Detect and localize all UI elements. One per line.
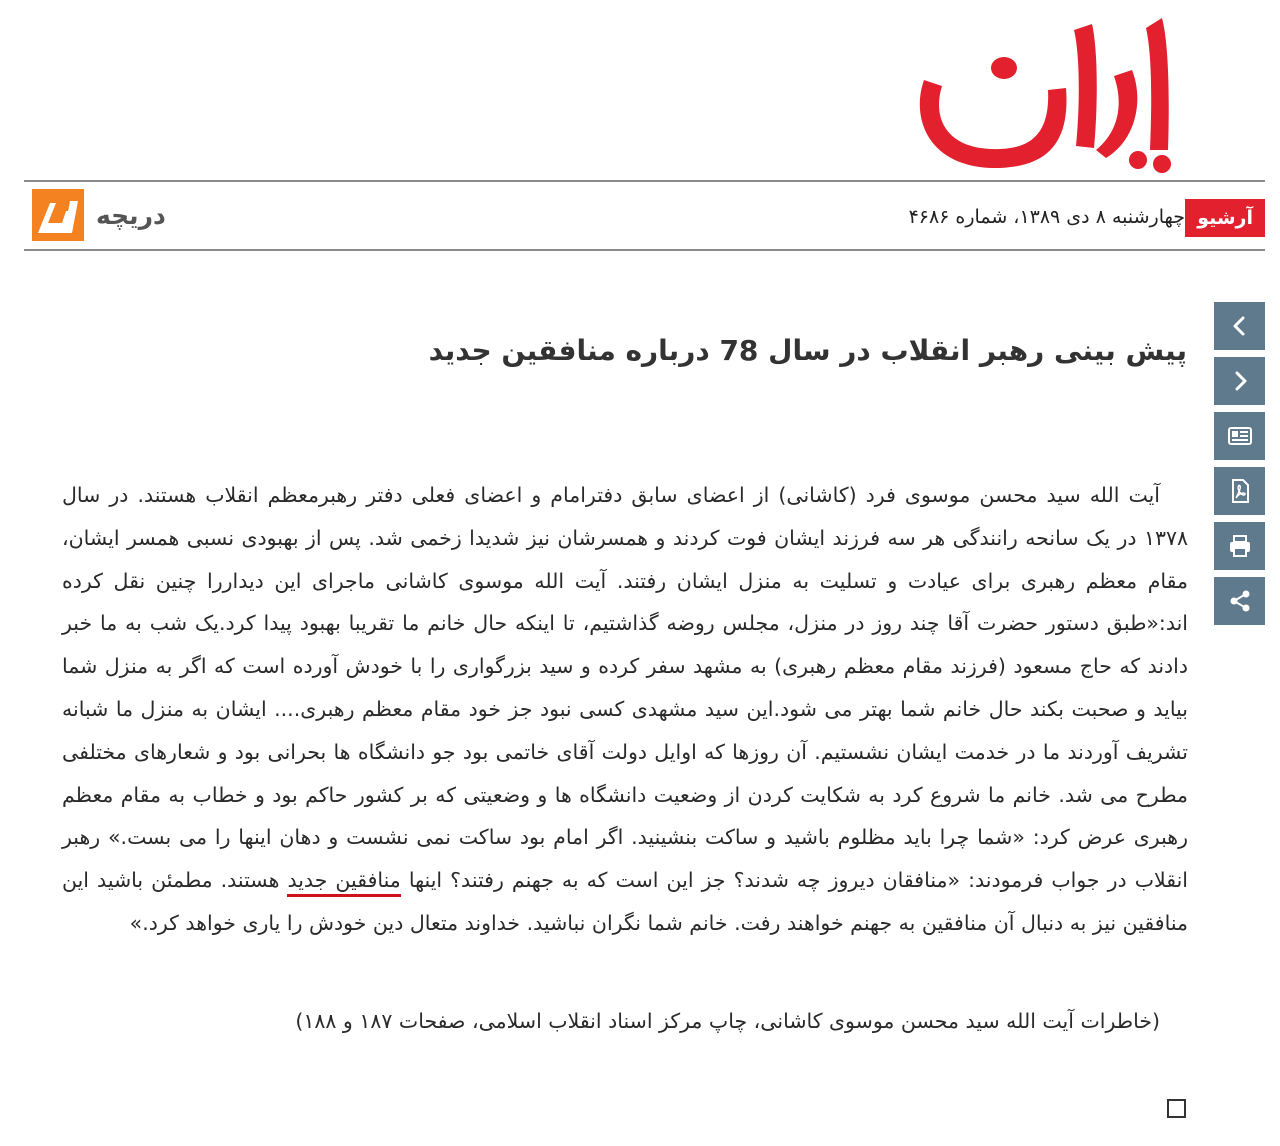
article-text-after: هستند. مطمئن باشید این منافقین نیز به دنبال آن منافقین به جهنم خواهند رفت. خانم شما نگران نباشید. خداوند متعال دین خودش را یاری خواهد کرد.» (62, 868, 1188, 935)
article-source: (خاطرات آیت الله سید محسن موسوی کاشانی، چاپ مرکز اسناد انقلاب اسلامی، صفحات ۱۸۷ و ۱۸۸) (295, 1009, 1160, 1033)
newspaper-icon (1227, 423, 1253, 449)
site-logo[interactable] (900, 10, 1180, 175)
chevron-left-icon (1227, 313, 1253, 339)
highlighted-phrase: منافقین جدید (287, 868, 400, 897)
share-button[interactable] (1214, 577, 1265, 625)
chevron-right-icon (1227, 368, 1253, 394)
darise-link[interactable] (32, 189, 166, 241)
issue-bar (24, 180, 1265, 251)
previous-button[interactable] (1214, 302, 1265, 350)
newspaper-button[interactable] (1214, 412, 1265, 460)
next-button[interactable] (1214, 357, 1265, 405)
pdf-icon (1227, 478, 1253, 504)
print-icon (1227, 533, 1253, 559)
darise-logo[interactable] (32, 189, 84, 241)
pdf-button[interactable] (1214, 467, 1265, 515)
article-toolbar (1214, 302, 1265, 632)
article-text-before: آیت الله سید محسن موسوی فرد (کاشانی) از اعضای سابق دفترامام و اعضای فعلی دفتر رهبرمعظم انقلاب هستند. در سال ۱۳۷۸ در یک سانحه رانندگی هر سه فرزند ایشان فوت کردند و همسرشان نیز شدیدا زخمی شد. پس از بهبودی نسبی همسر ایشان، مقام معظم رهبری برای عیادت و تسلیت به منزل ایشان رفتند. آیت الله موسوی کاشانی ماجرای این دیداررا چنین نقل کرده اند:«طبق دستور حضرت آقا چند روز در منزل، مجلس روضه گذاشتیم، تا اینکه حال خانم ما تقریبا بهبود پیدا کرد.یک شب به ما خبر دادند که حاج مسعود (فرزند مقام معظم رهبری) به مشهد سفر کرده و سید بزرگواری را با خودش آورده است که اگر به منزل شما بیاید و صحبت بکند حال خانم شما بهتر می شود.این سید مشهدی کسی نبود جز خود مقام معظم رهبری.... ایشان به منزل ما شبانه تشریف آوردند ما در خدمت ایشان نشستیم. آن روزها که اوایل دولت آقای خاتمی بود جو دانشگاه ها بحرانی بود و شعارهای مختلفی مطرح می شد. خانم ما شروع کرد به شکایت کردن از وضعیت دانشگاه ها و وضعیتی که بر کشور حاکم بود و خطاب به مقام معظم رهبری عرض کرد: «شما چرا باید مظلوم باشید و ساکت بنشینید. اگر امام بود ساکت نمی نشست و دهان اینها را می بست.» رهبر انقلاب در جواب فرمودند: «منافقان دیروز چه شدند؟ جز این است که به جهنم رفتند؟ اینها (62, 483, 1189, 893)
article-body (62, 474, 1188, 945)
checkbox[interactable] (1167, 1099, 1186, 1118)
issue-date: چهارشنبه ۸ دی ۱۳۸۹، شماره ۴۶۸۶ (908, 206, 1185, 228)
archive-button[interactable]: آرشیو (1185, 199, 1265, 237)
share-icon (1227, 588, 1253, 614)
article-paragraph (62, 474, 1188, 945)
print-button[interactable] (1214, 522, 1265, 570)
article-title: پیش بینی رهبر انقلاب در سال 78 درباره منافقین جدید (428, 334, 1187, 367)
darise-label: دریچه (96, 200, 166, 230)
